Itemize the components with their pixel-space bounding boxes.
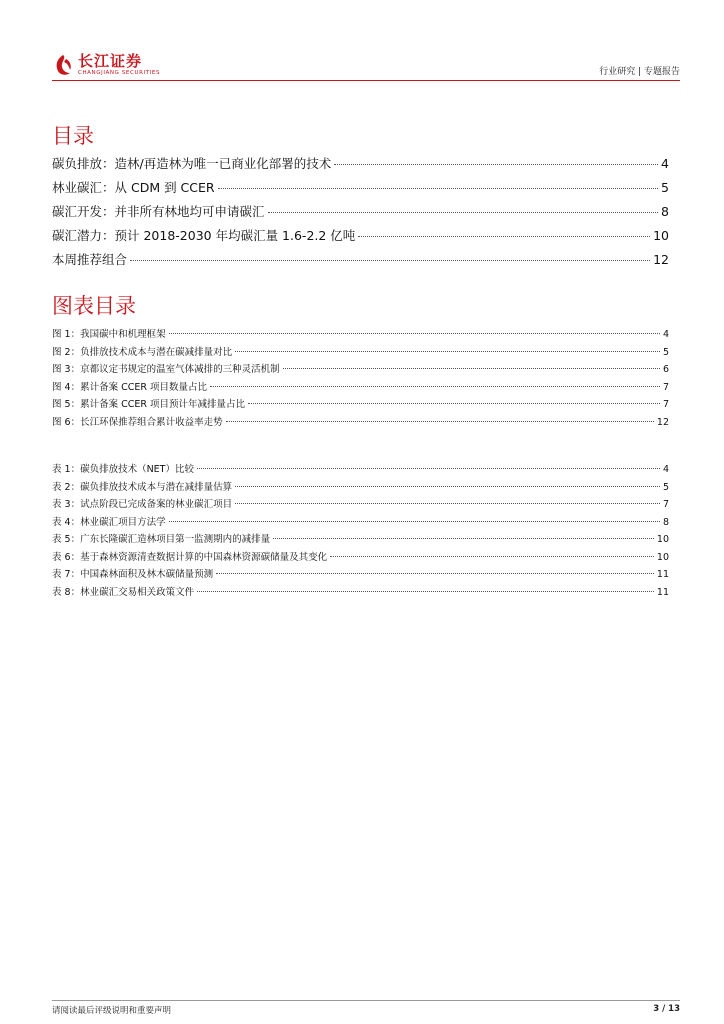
toc-entry-title[interactable]: 表 2：碳负排放技术成本与潜在减排量估算 [52, 481, 233, 493]
toc-entry-title[interactable]: 碳汇潜力：预计 2018-2030 年均碳汇量 1.6-2.2 亿吨 [52, 228, 356, 243]
toc-entry-title[interactable]: 本周推荐组合 [52, 252, 128, 267]
toc-entry[interactable] [52, 479, 669, 497]
toc-entry-title[interactable]: 碳汇开发：并非所有林地均可申请碳汇 [52, 204, 265, 219]
toc-entry[interactable] [52, 396, 669, 414]
dot-leader [235, 486, 660, 487]
toc-entry-page: 10 [656, 534, 669, 545]
toc-entry-page: 12 [653, 252, 669, 267]
dot-leader [358, 236, 650, 237]
dot-leader [330, 556, 654, 557]
header-divider [52, 80, 680, 81]
toc-entry-title[interactable]: 表 1：碳负排放技术（NET）比较 [52, 464, 194, 475]
toc-entry-title[interactable]: 表 7：中国森林面积及林木碳储量预测 [52, 569, 214, 580]
report-category: 行业研究 | 专题报告 [599, 67, 680, 77]
toc-entry-title[interactable]: 表 4：林业碳汇项目方法学 [52, 516, 166, 528]
dot-leader [235, 351, 660, 352]
toc-entry[interactable] [52, 414, 669, 432]
toc-entry-page: 7 [662, 399, 669, 410]
dot-leader [268, 212, 659, 213]
toc-entry[interactable] [52, 224, 669, 248]
dot-leader [210, 386, 660, 387]
toc-entry-page: 4 [662, 329, 669, 340]
toc-entry[interactable] [52, 361, 669, 379]
toc-entry-title[interactable]: 碳负排放：造林/再造林为唯一已商业化部署的技术 [52, 156, 332, 171]
dot-leader [197, 591, 654, 592]
toc-entry[interactable] [52, 584, 669, 602]
dot-leader [334, 164, 658, 165]
logo-english-name: CHANGJIANG SECURITIES [78, 69, 161, 76]
toc-entry-page: 7 [662, 499, 669, 510]
toc-entry-title[interactable]: 图 1：我国碳中和机理框架 [52, 329, 166, 340]
toc-entry[interactable] [52, 531, 669, 549]
dot-leader [169, 521, 660, 522]
dot-leader [218, 188, 658, 189]
toc-entry[interactable] [52, 461, 669, 479]
dot-leader [169, 333, 660, 334]
toc-entry-page: 4 [661, 156, 669, 171]
toc-entry-page: 4 [662, 464, 669, 475]
toc-entry-title[interactable]: 林业碳汇：从 CDM 到 CCER [52, 180, 215, 195]
dot-leader [130, 260, 650, 261]
table-list [52, 461, 669, 601]
toc-entry-page: 11 [656, 569, 669, 580]
toc-entry[interactable] [52, 248, 669, 272]
toc-entry-title[interactable]: 表 6：基于森林资源清查数据计算的中国森林资源碳储量及其变化 [52, 551, 328, 563]
page-number: 3 / 13 [653, 1004, 680, 1014]
toc-list [52, 152, 669, 272]
toc-entry[interactable] [52, 344, 669, 362]
toc-entry-title[interactable]: 图 5：累计备案 CCER 项目预计年减排量占比 [52, 399, 245, 410]
toc-entry-title[interactable]: 图 6：长江环保推荐组合累计收益率走势 [52, 416, 223, 428]
toc-entry-title[interactable]: 表 8：林业碳汇交易相关政策文件 [52, 586, 195, 598]
dot-leader [273, 538, 654, 539]
toc-entry[interactable] [52, 326, 669, 344]
dot-leader [197, 468, 660, 469]
toc-entry-page: 11 [656, 586, 669, 598]
toc-title: 目录 [52, 124, 94, 148]
toc-entry-title[interactable]: 图 4：累计备案 CCER 项目数量占比 [52, 381, 207, 393]
dot-leader [248, 403, 660, 404]
toc-entry[interactable] [52, 152, 669, 176]
dot-leader [235, 503, 660, 504]
figure-list [52, 326, 669, 431]
toc-entry-page: 5 [662, 481, 669, 493]
toc-entry-page: 8 [662, 516, 669, 528]
toc-entry-title[interactable]: 图 3：京都议定书规定的温室气体减排的三种灵活机制 [52, 364, 280, 375]
toc-entry-title[interactable]: 表 5：广东长隆碳汇造林项目第一监测期内的减排量 [52, 534, 271, 545]
logo-icon [52, 53, 74, 77]
toc-entry-page: 12 [656, 416, 669, 428]
toc-entry-page: 5 [662, 346, 669, 358]
toc-entry-page: 6 [662, 364, 669, 375]
dot-leader [216, 573, 654, 574]
toc-entry[interactable] [52, 200, 669, 224]
toc-entry-title[interactable]: 表 3：试点阶段已完成备案的林业碳汇项目 [52, 499, 233, 510]
toc-entry-page: 5 [661, 180, 669, 195]
dot-leader [283, 368, 660, 369]
toc-entry-title[interactable]: 图 2：负排放技术成本与潜在碳减排量对比 [52, 346, 233, 358]
toc-entry[interactable] [52, 379, 669, 397]
company-logo [52, 50, 160, 80]
toc-entry-page: 10 [656, 551, 669, 563]
toc-entry-page: 7 [662, 381, 669, 393]
toc-entry[interactable] [52, 566, 669, 584]
dot-leader [226, 421, 654, 422]
footer-divider [52, 1000, 680, 1001]
figures-title: 图表目录 [52, 294, 136, 318]
toc-entry-page: 8 [661, 204, 669, 219]
toc-entry[interactable] [52, 496, 669, 514]
disclaimer-note: 请阅读最后评级说明和重要声明 [52, 1006, 172, 1016]
toc-entry[interactable] [52, 176, 669, 200]
page-header [52, 50, 680, 80]
logo-chinese-name: 长江证券 [78, 51, 143, 70]
toc-entry[interactable] [52, 549, 669, 567]
toc-entry-page: 10 [653, 228, 669, 243]
toc-entry[interactable] [52, 514, 669, 532]
